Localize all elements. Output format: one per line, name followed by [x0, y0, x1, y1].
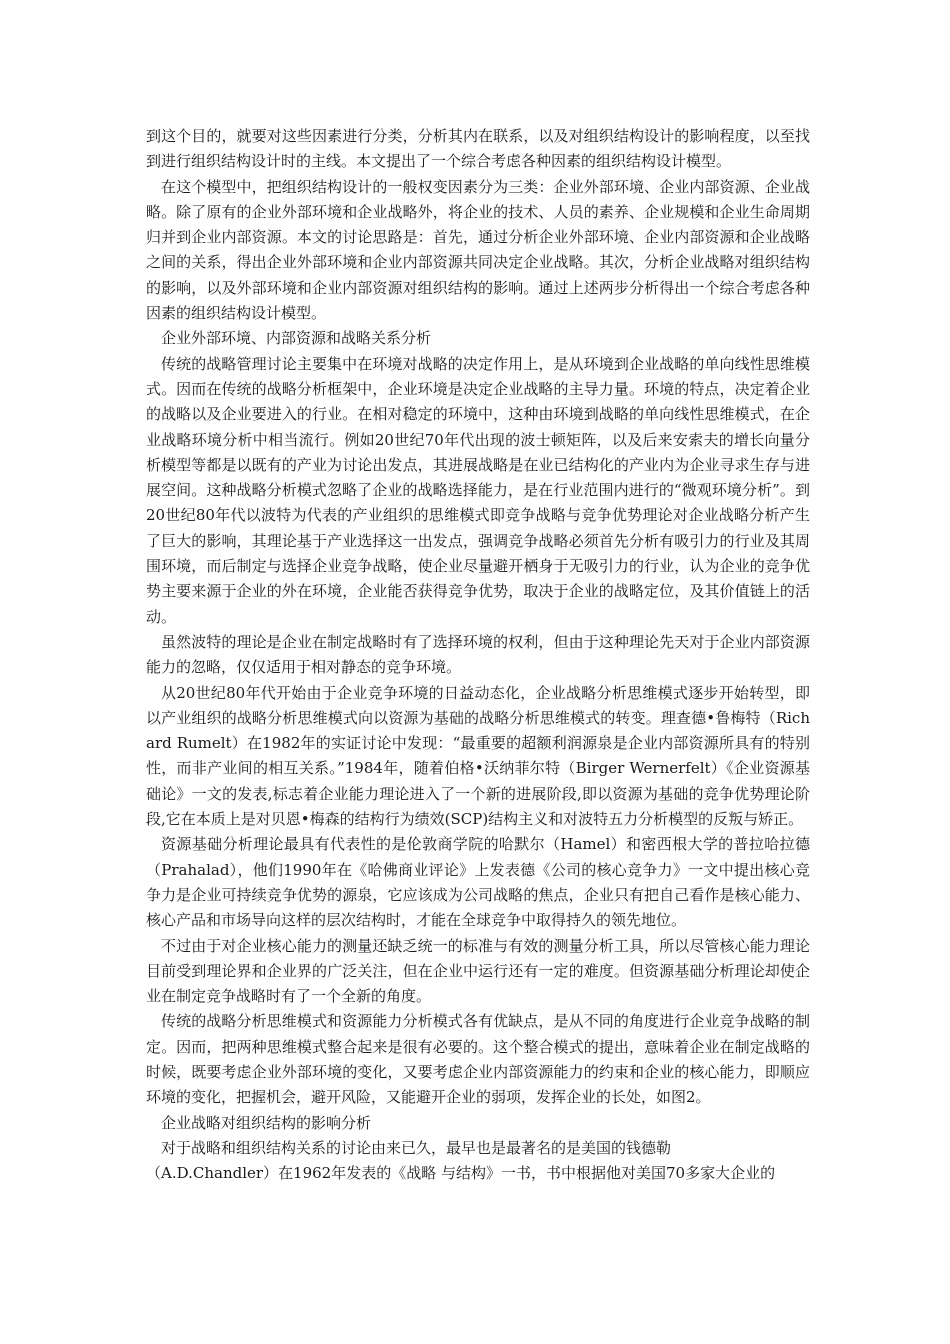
- section-heading: 企业战略对组织结构的影响分析: [161, 1113, 372, 1132]
- paragraph: 对于战略和组织结构关系的讨论由来已久，最早也是最著名的是美国的钱德勒: [161, 1138, 672, 1157]
- paragraph: 资源基础分析理论最具有代表性的是伦敦商学院的哈默尔（Hamel）和密西根大学的普拉哈拉德（Prahalad），他们1990年在《哈佛商业评论》上发表德《公司的核心竞争力》一文中提出核心竞争力是企业可持续竞争优势的源泉，它应该成为公司战略的焦点，企业只有把自己看作是核心能力、核心产品和市场导向这样的层次结构时，才能在全球竞争中取得持久的领先地位。: [146, 835, 810, 930]
- paragraph: 传统的战略分析思维模式和资源能力分析模式各有优缺点，是从不同的角度进行企业竞争战略的制定。因而，把两种思维模式整合起来是很有必要的。这个整合模式的提出，意味着企业在制定战略的时候，既要考虑企业外部环境的变化，又要考虑企业内部资源能力的约束和企业的核心能力，即顺应环境的变化，把握机会，避开风险，又能避开企业的弱项，发挥企业的长处，如图2。: [146, 1012, 810, 1107]
- paragraph: （A.D.Chandler）在1962年发表的《战略 与结构》一书，书中根据他对美国70多家大企业的: [146, 1164, 776, 1183]
- paragraph: 不过由于对企业核心能力的测量还缺乏统一的标准与有效的测量分析工具，所以尽管核心能力理论目前受到理论界和企业界的广泛关注，但在企业中运行还有一定的难度。但资源基础分析理论却使企业在制定竞争战略时有了一个全新的角度。: [146, 936, 810, 1006]
- paragraph: 在这个模型中，把组织结构设计的一般权变因素分为三类：企业外部环境、企业内部资源、企业战略。除了原有的企业外部环境和企业战略外，将企业的技术、人员的素养、企业规模和企业生命周期归并到企业内部资源。本文的讨论思路是：首先，通过分析企业外部环境、企业内部资源和企业战略之间的关系，得出企业外部环境和企业内部资源共同决定企业战略。其次，分析企业战略对组织结构的影响，以及外部环境和企业内部资源对组织结构的影响。通过上述两步分析得出一个综合考虑各种因素的组织结构设计模型。: [146, 177, 810, 323]
- document-body: [146, 124, 810, 1186]
- section-heading: 企业外部环境、内部资源和战略关系分析: [161, 329, 432, 348]
- paragraph: 传统的战略管理讨论主要集中在环境对战略的决定作用上，是从环境到企业战略的单向线性思维模式。因而在传统的战略分析框架中，企业环境是决定企业战略的主导力量。环境的特点，决定着企业的战略以及企业要进入的行业。在相对稳定的环境中，这种由环境到战略的单向线性思维模式，在企业战略环境分析中相当流行。例如20世纪70年代出现的波士顿矩阵，以及后来安索夫的增长向量分析模型等都是以既有的产业为讨论出发点，其进展战略是在业已结构化的产业内为企业寻求生存与进展空间。这种战略分析模式忽略了企业的战略选择能力，是在行业范围内进行的“微观环境分析”。到20世纪80年代以波特为代表的产业组织的思维模式即竞争战略与竞争优势理论对企业战略分析产生了巨大的影响，其理论基于产业选择这一出发点，强调竞争战略必须首先分析有吸引力的行业及其周围环境，而后制定与选择企业竞争战略，使企业尽量避开栖身于无吸引力的行业，认为企业的竞争优势主要来源于企业的外在环境，企业能否获得竞争优势，取决于企业的战略定位，及其价值链上的活动。: [146, 354, 810, 626]
- paragraph: 虽然波特的理论是企业在制定战略时有了选择环境的权利，但由于这种理论先天对于企业内部资源能力的忽略，仅仅适用于相对静态的竞争环境。: [146, 632, 810, 677]
- paragraph: 到这个目的，就要对这些因素进行分类，分析其内在联系，以及对组织结构设计的影响程度，以至找到进行组织结构设计时的主线。本文提出了一个综合考虑各种因素的组织结构设计模型。: [146, 127, 810, 171]
- paragraph: 从20世纪80年代开始由于企业竞争环境的日益动态化，企业战略分析思维模式逐步开始转型，即以产业组织的战略分析思维模式向以资源为基础的战略分析思维模式的转变。理查德•鲁梅特（Richard Rumelt）在1982年的实证讨论中发现：“最重要的超额利润源泉是企业内部资源所具有的特别性，而非产业间的相互关系。”1984年，随着伯格•沃纳菲尔特（Birger Wernerfelt）《企业资源基础论》一文的发表,标志着企业能力理论进入了一个新的进展阶段,即以资源为基础的竞争优势理论阶段,它在本质上是对贝恩•梅森的结构行为绩效(SCP)结构主义和对波特五力分析模型的反叛与矫正。: [146, 683, 810, 829]
